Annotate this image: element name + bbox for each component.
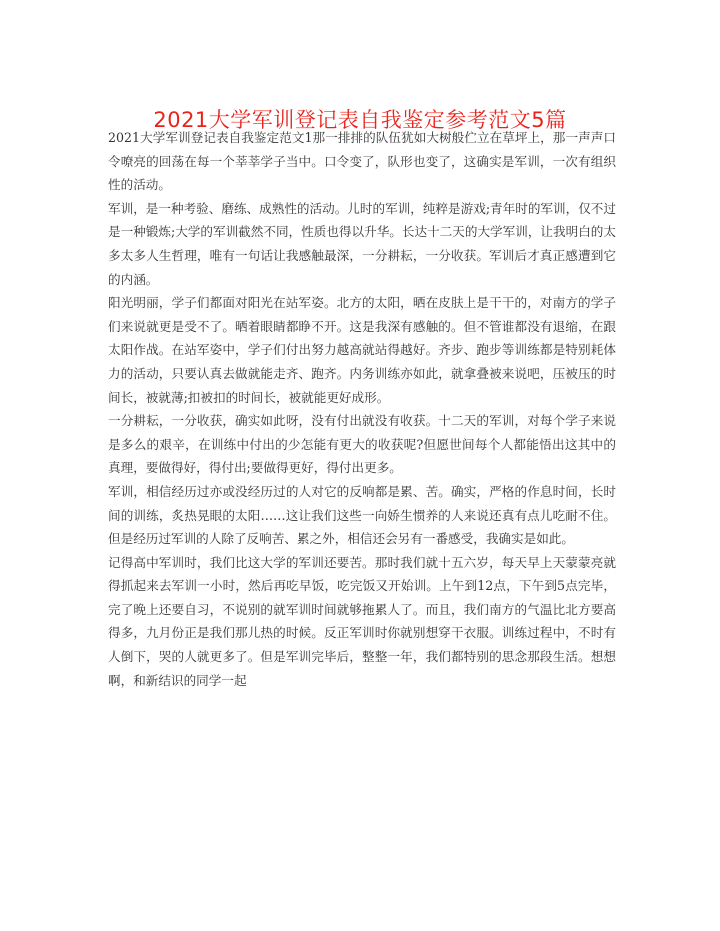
paragraph-3: 阳光明丽，学子们都面对阳光在站军姿。北方的太阳，晒在皮肤上是干干的，对南方的学子们来说就更是受不了。晒着眼睛都睁不开。这是我深有感触的。但不管谁都没有退缩，在跟太阳作战。在站军姿中，学子们付出努力越高就站得越好。齐步、跑步等训练都是特别耗体力的活动，只要认真去做就能走齐、跑齐。内务训练亦如此，就拿叠被来说吧，压被压的时间长，被就薄;扣被扣的时间长，被就能更好成形。 bbox=[108, 295, 616, 405]
paragraph-6: 记得高中军训时，我们比这大学的军训还要苦。那时我们就十五六岁，每天早上天蒙蒙亮就得抓起来去军训一小时，然后再吃早饭，吃完饭又开始训。上午到12点，下午到5点完毕，完了晚上还要自习，不说别的就军训时间就够拖累人了。而且，我们南方的气温比北方要高得多，九月份正是我们那儿热的时候。反正军训时你就别想穿干衣服。训练过程中，不时有人倒下，哭的人就更多了。但是军训完毕后，整整一年，我们都特别的思念那段生活。想想啊，和新结识的同学一起 bbox=[108, 554, 616, 688]
document-body bbox=[108, 126, 616, 692]
paragraph-4: 一分耕耘，一分收获，确实如此呀，没有付出就没有收获。十二天的军训，对每个学子来说是多么的艰辛，在训练中付出的少怎能有更大的收获呢?但愿世间每个人都能悟出这其中的真理，要做得好，得付出;要做得更好，得付出更多。 bbox=[108, 413, 616, 476]
paragraph-2: 军训，是一种考验、磨练、成熟性的活动。儿时的军训，纯粹是游戏;青年时的军训，仅不过是一种锻炼;大学的军训截然不同，性质也得以升华。长达十二天的大学军训，让我明白的太多太多人生哲理，唯有一句话让我感触最深，一分耕耘，一分收获。军训后才真正感遭到它的内涵。 bbox=[108, 200, 616, 287]
document-title: 2021大学军训登记表自我鉴定参考范文5篇 bbox=[153, 108, 567, 133]
paragraph-5: 军训，相信经历过亦或没经历过的人对它的反响都是累、苦。确实，严格的作息时间，长时间的训练，炙热晃眼的太阳……这让我们这些一向娇生惯养的人来说还真有点儿吃耐不住。但是经历过军训的人除了反响苦、累之外，相信还会另有一番感受，我确实是如此。 bbox=[108, 483, 616, 547]
paragraph-1: 2021大学军训登记表自我鉴定范文1那一排排的队伍犹如大树般伫立在草坪上，那一声声口令嘹亮的回荡在每一个莘莘学子当中。口令变了，队形也变了，这确实是军训，一次有组织性的活动。 bbox=[108, 130, 616, 193]
